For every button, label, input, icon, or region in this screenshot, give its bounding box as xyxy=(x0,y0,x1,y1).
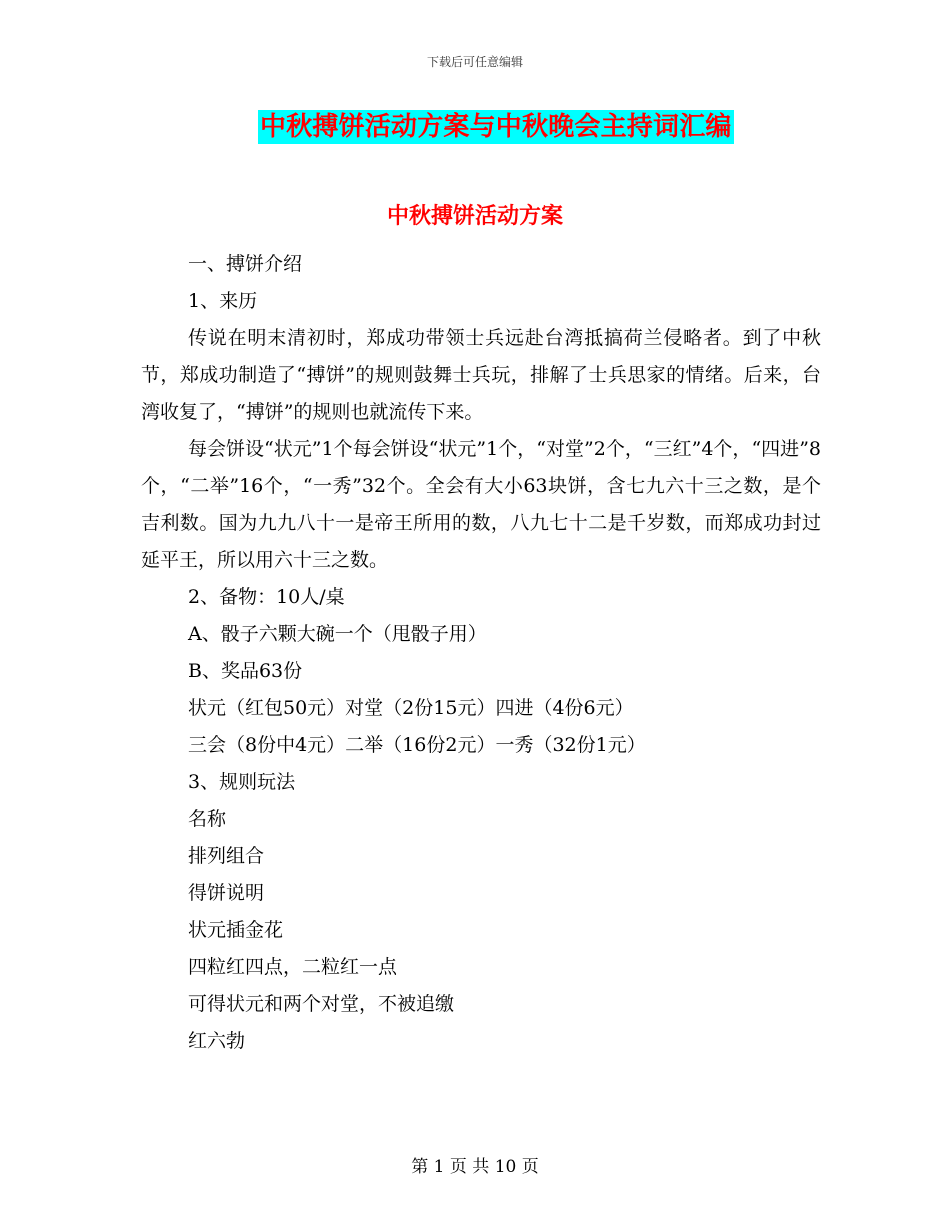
rule-result-zhuangyuan-jinhua: 可得状元和两个对堂，不被追缴 xyxy=(188,993,455,1015)
page-number-footer: 第 1 页 共 10 页 xyxy=(411,1157,539,1177)
section-title: 中秋搏饼活动方案 xyxy=(386,203,563,229)
supply-item-prizes: B、奖品63份 xyxy=(188,660,303,682)
rule-name-hong-liubo: 红六勃 xyxy=(188,1030,246,1052)
rules-column-combination: 排列组合 xyxy=(188,845,265,867)
prize-list-line-2: 三会（8份中4元）二举（16份2元）一秀（32份1元） xyxy=(188,734,646,756)
rule-name-zhuangyuan-jinhua: 状元插金花 xyxy=(188,919,284,941)
subsection-heading-rules: 3、规则玩法 xyxy=(188,771,296,793)
document-title: 中秋搏饼活动方案与中秋晚会主持词汇编 xyxy=(260,112,732,142)
rules-column-name: 名称 xyxy=(188,808,227,830)
section-heading-intro: 一、搏饼介绍 xyxy=(188,253,303,275)
supply-item-dice: A、骰子六颗大碗一个（甩骰子用） xyxy=(188,623,487,645)
rule-combination-zhuangyuan-jinhua: 四粒红四点，二粒红一点 xyxy=(188,956,398,978)
header-note: 下载后可任意编辑 xyxy=(426,55,523,69)
subsection-heading-supplies: 2、备物：10人/桌 xyxy=(188,586,345,608)
paragraph-cake-sets: 每会饼设“状元”1个每会饼设“状元”1个，“对堂”2个，“三红”4个，“四进”8个，“二举”16个，“一秀”32个。全会有大小63块饼，含七九六十三之数，是个吉利数。国为九九八十一是帝王所用的数，八九七十二是千岁数，而郑成功封过延平王，所以用六十三之数。 xyxy=(141,438,821,571)
paragraph-origin: 传说在明末清初时，郑成功带领士兵远赴台湾抵搞荷兰侵略者。到了中秋节，郑成功制造了“搏饼”的规则鼓舞士兵玩，排解了士兵思家的情绪。后来，台湾收复了，“搏饼”的规则也就流传下来。 xyxy=(141,327,821,423)
prize-list-line-1: 状元（红包50元）对堂（2份15元）四进（4份6元） xyxy=(188,697,634,719)
rules-column-result: 得饼说明 xyxy=(188,882,265,904)
document-body xyxy=(141,246,821,1060)
subsection-heading-origin: 1、来历 xyxy=(188,290,258,312)
